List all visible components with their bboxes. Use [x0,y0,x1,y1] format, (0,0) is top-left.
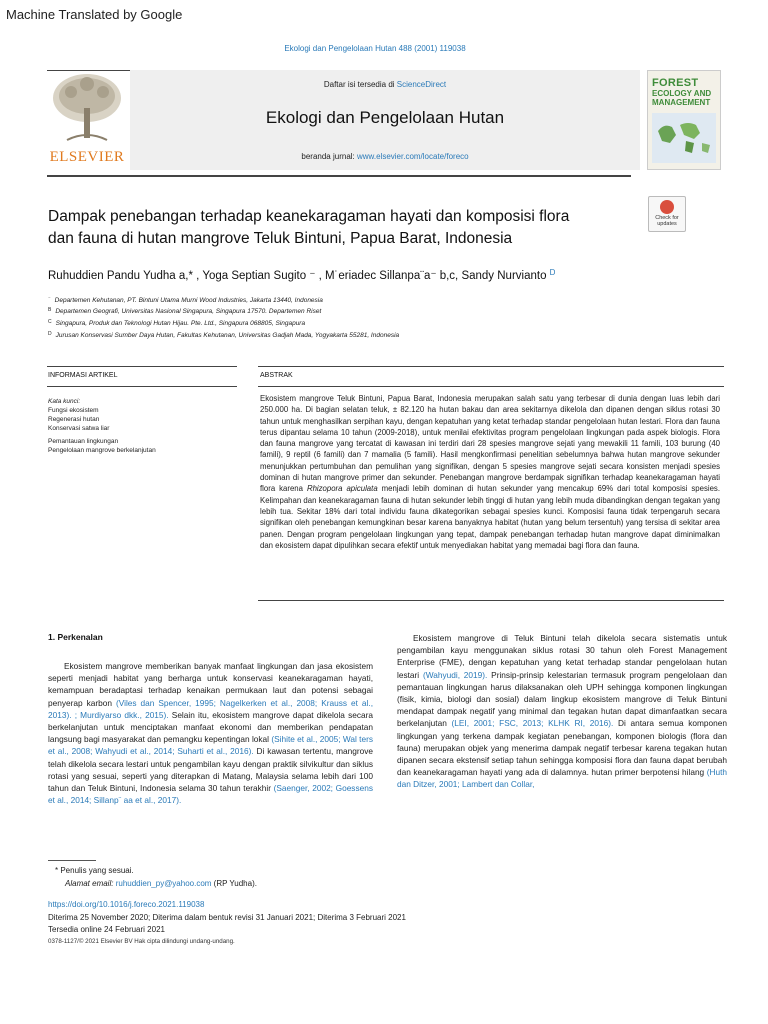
body-text: Ekosistem mangrove di Teluk Bintuni telah dikelola secara sistematis untuk pengambilan kayu menggunakan siklus rotasi 30 tahun oleh Forest Management Enterprise (FME), dengan kepatuhan yang ketat terhadap standar pengelolaan hutan lestari [397,633,727,680]
keyword-item: Fungsi ekosistem [48,407,99,414]
authors-text[interactable]: Ruhuddien Pandu Yudha a,* , Yoga Septian Sugito ⁻ , M˙eriadec Sillanpa¨a⁻ b,c, Sandy Nurvianto [48,270,547,282]
author-list [48,268,648,282]
keyword-item: Pengelolaan mangrove berkelanjutan [48,447,156,454]
citation-link[interactable]: (LEI, 2001; FSC, 2013; KLHK RI, 2016). [451,718,614,729]
aff-text: Jurusan Konservasi Sumber Daya Hutan, Fakultas Kehutanan, Universitas Gadjah Mada, Yogyakarta 55281, Indonesia [55,332,400,339]
body-text: Di kawasan tertentu, mangrove telah dikelola secara lestari untuk pengambilan kayu dengan praktik silvikultur dan siklus rotasi yang sesuai, seperti yang diterapkan di Matang, Malaysia selama lebih dari 100 tahun dan Teluk Bintuni, Indonesia selama 30 tahun terakhir [48,746,374,794]
journal-citation[interactable]: Ekologi dan Pengelolaan Hutan 488 (2001) 119038 [284,44,466,53]
homepage-prefix: beranda jurnal: [301,152,357,161]
machine-translated-banner: Machine Translated by Google [6,7,183,22]
badge-line-2: updates [657,221,677,227]
abstract-bottom-rule [258,600,724,601]
abstract-heading: ABSTRAK [260,372,293,379]
body-text: Prinsip-prinsip kelestarian termasuk program pengelolaan dan pemantauan lingkungan harus dilaksanakan oleh UPH sehingga komponen lingkungan (fisik, kimia, biologi dan sosial) dalam lingkup ekosistem mangrove di Teluk Bintuni mendapat dampak negatif yang minimal dan tegakan hutan dapat dimanfaatkan secara berkelanjutan [397,669,728,729]
received-dates: Diterima 25 November 2020; Diterima dalam bentuk revisi 31 Januari 2021; Diterima 3 Februari 2021 [48,913,406,922]
doi-link[interactable] [48,900,204,909]
aff-mark: D [48,331,52,337]
info-heading-rule [47,386,237,387]
aff-text: Singapura, Produk dan Teknologi Hutan Hijau. Pte. Ltd., Singapura 068805, Singapura [55,320,306,327]
aff-text: Departemen Geografi, Universitas Nasional Singapura, Singapura 17570. Departemen Riset [55,308,322,315]
abstract-text: menjadi lebih dominan di hutan sekunder yang mencakup 69% dari total komposisi spesies. Kelimpahan dan keanekaragaman fauna di hutan sekunder lebih tinggi di hutan yang lebih muda dibandingkan dengan tegakan yang lebih tua. Sekitar 18% dari total individu fauna dikategorikan sebagai spesies kunci. Komposisi fauna tidak terpengaruh secara signifikan oleh penebangan kemungkinan besar karena banyaknya habitat (hutan yang belum tersentuh) yang tersisa di sekitar area panen. Dengan program pengelolaan lingkungan yang tepat, dampak penebangan terhadap hutan mangrove dapat diminimalkan dan ekosistem dapat dipulihkan secara efektif untuk menyediakan habitat yang memadai bagi flora dan fauna. [260,484,720,550]
copyright-notice: 0378-1127/© 2021 Elsevier BV Hak cipta dilindungi undang-undang. [48,938,235,945]
section-heading-introduction: 1. Perkenalan [48,632,103,642]
journal-cover[interactable] [647,70,721,170]
body-text: Selain itu, ekosistem mangrove dapat dikelola secara berkelanjutan untuk menciptakan manfaat ekonomi dan memberikan pendapatan langsung bagi masyarakat dan pemangku kepentingan lokal [48,709,373,745]
paragraph [48,660,373,806]
keyword-item: Regenerasi hutan [48,416,100,423]
available-prefix: Daftar isi tersedia di [323,80,397,89]
sciencedirect-link[interactable]: ScienceDirect [396,80,447,89]
footnote-rule [48,860,96,861]
citation-link[interactable]: (Viles dan Spencer, 1995; Nagelkerken et al., 2008; Krauss et al., 2013). ; Murdiyarso dkk., 2015). [48,697,374,720]
title-line-1: Dampak penebangan terhadap keanekaragaman hayati dan komposisi flora [48,208,570,225]
body-text: Di antara semua komponen lingkungan yang terkena dampak kegiatan penebangan, komponen biologis (flora dan fauna) merupakan objek yang menerima dampak negatif terbesar karena tegakan hutan dipanen secara ekstensif setiap tahun sehingga komposisi flora dan fauna dapat berubah dan keanekaragaman hayati yang ada di dalamnya. hutan primer berpotensi hilang [397,718,728,778]
affiliation-d [48,332,399,339]
journal-homepage [130,152,640,161]
contents-available [130,80,640,89]
affiliation-a [48,297,323,304]
citation-link[interactable]: (Saenger, 2002; Goessens et al., 2014; Sillanp¨ aa et al., 2017). [48,783,373,806]
keywords-label: Kata kunci: [48,398,81,405]
info-top-rule [47,366,237,367]
aff-mark: C [48,319,52,325]
publisher-name: ELSEVIER [49,149,125,165]
badge-line-1: Check for [655,215,679,221]
keyword-item: Konservasi satwa liar [48,425,110,432]
elsevier-tree-icon [47,70,127,150]
aff-mark: ⁻ [48,296,51,302]
email-link[interactable]: ruhuddien_py@yahoo.com [115,879,212,888]
keyword-item: Pemantauan lingkungan [48,438,119,445]
header-bottom-rule [47,175,631,177]
abstract-text: Ekosistem mangrove Teluk Bintuni, Papua Barat, Indonesia merupakan salah satu yang terbesar di dunia dengan luas lebih dari 250.000 ha. Di bagian selatan teluk, ± 82.120 ha hutan bakau dan area sekitarnya dikelola dan dipanen dengan siklus rotasi 30 tahun untuk menghasilkan serpihan kayu, dengan kepatuhan yang ketat terhadap standar pengelolaan hutan lestari. Flora dan fauna terus dipantau selama 10 tahun (2009-2018), untuk menilai efektivitas program pengelolaan lingkungan pada aspek biologis. Flora dan fauna mangrove yang tercatat di kawasan ini terdiri dari 28 spesies mangrove sejati yang mewakili 11 famili, 103 burung (40 famili), 9 reptil (6 famili) dan 7 mamalia (5 famili). Hasil mengkonfirmasi penelitian sebelumnya bahwa hutan mangrove sekunder menunjukkan pertumbuhan dan pemulihan yang signifikan, dengan 5 spesies mangrove sejati secara konsisten menjadi spesies dominan di hutan mangrove primer dan sekunder. Penebangan mangrove berdampak signifikan terhadap keanekaragaman hayati flora karena [260,394,720,494]
email-label: Alamat email: [65,879,114,888]
check-for-updates-badge[interactable] [648,196,686,232]
article-info-heading: INFORMASI ARTIKEL [48,372,118,379]
abstract-body [260,393,720,551]
citation-link[interactable]: (Huth dan Ditzer, 2001; Lambert dan Collar, [397,767,727,790]
cover-map-icon [652,113,716,163]
citation-link[interactable]: (Wahyudi, 2019). [422,669,488,680]
homepage-link[interactable]: www.elsevier.com/locate/foreco [356,152,469,161]
abstract-top-rule [258,366,724,367]
orcid-icon[interactable]: D [549,268,556,277]
title-line-2: dan fauna di hutan mangrove Teluk Bintuni, Papua Barat, Indonesia [48,230,513,247]
citation-link[interactable]: (Sihite et al., 2005; Wal ters et al., 2008; Wahyudi et al., 2014; Suharti et al., 2016). [48,734,374,757]
article-title [48,206,628,250]
aff-mark: B [48,307,52,313]
affiliation-c [48,320,305,327]
paragraph [397,632,727,791]
elsevier-logo [47,70,127,165]
affiliation-b [48,308,321,315]
email-note [65,879,257,888]
body-text: Ekosistem mangrove memberikan banyak manfaat lingkungan dan jasa ekosistem seperti menjadi habitat yang berharga untuk konservasi keanekaragaman hayati, kemampuan beradaptasi terhadap kenaikan permukaan laut dan potensi sebagai penyerap karbon [48,661,373,708]
corresponding-author-note: * Penulis yang sesuai. [55,866,134,875]
badge-label [649,215,685,227]
journal-title: Ekologi dan Pengelolaan Hutan [265,108,505,127]
body-column-right [397,632,727,791]
body-column-left [48,660,373,806]
aff-text: Departemen Kehutanan, PT. Bintuni Utama Murni Wood Industries, Jakarta 13440, Indonesia [54,297,323,304]
doi-text[interactable]: https://doi.org/10.1016/j.foreco.2021.119038 [48,900,205,909]
cover-subtitle: ECOLOGY AND MANAGEMENT [652,89,712,107]
journal-header [130,70,640,170]
email-suffix: (RP Yudha). [211,879,257,888]
species-name: Rhizopora apiculata [306,484,378,494]
online-date: Tersedia online 24 Februari 2021 [48,925,165,934]
cover-title: FOREST [652,77,699,89]
abstract-heading-rule [258,386,724,387]
update-circle-icon [660,200,674,214]
